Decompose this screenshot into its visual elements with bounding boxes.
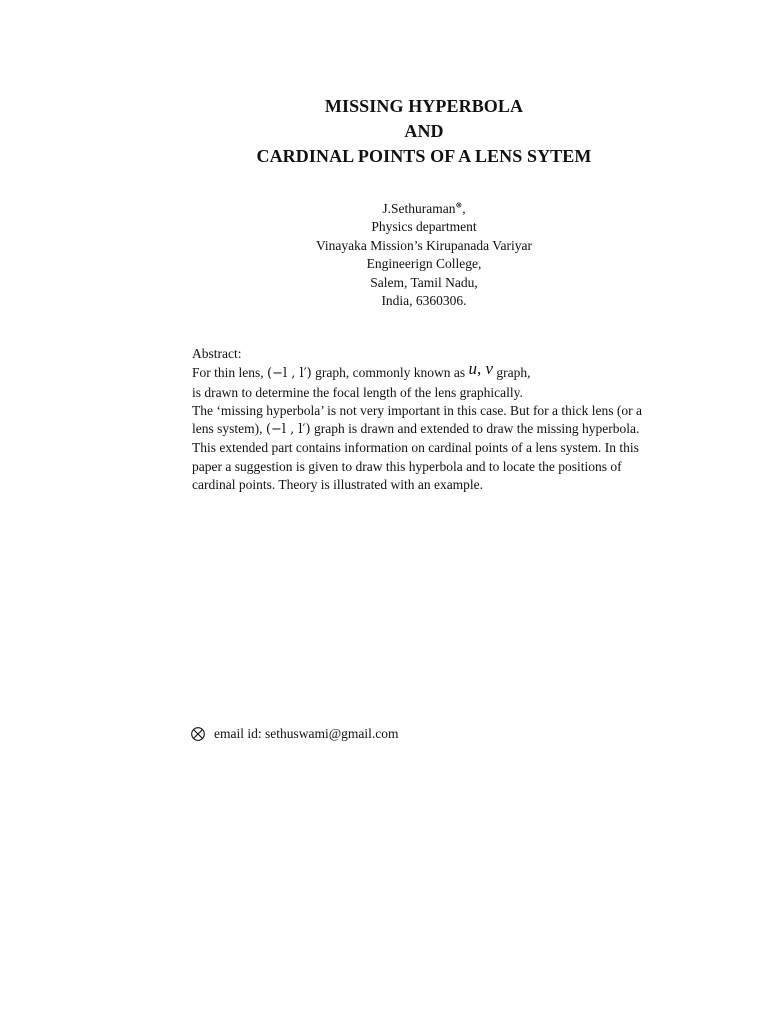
abstract-p1-text-b: graph, commonly known as xyxy=(311,365,469,381)
author-name-suffix: , xyxy=(462,201,466,216)
affiliation-line-5: India, 6360306. xyxy=(381,293,467,309)
abstract-p1-text-c: graph, xyxy=(493,365,531,381)
abstract-p1-text-a: For thin lens, xyxy=(192,365,268,381)
author-name xyxy=(0,200,768,218)
abstract-p1-text-d: is drawn to determine the focal length of the lens graphically. xyxy=(192,384,523,400)
author-name-text: J.Sethuraman xyxy=(382,201,456,216)
footnote-marker-icon: ⊗ xyxy=(455,200,463,210)
math-l-lprime-2: (−l , l′) xyxy=(265,422,311,438)
paper-title xyxy=(0,94,768,169)
circled-times-icon xyxy=(190,726,206,742)
footnote xyxy=(190,725,399,743)
footnote-email: email id: sethuswami@gmail.com xyxy=(214,726,399,741)
affiliation-line-3: Engineerign College, xyxy=(366,256,482,272)
title-line-3: CARDINAL POINTS OF A LENS SYTEM xyxy=(256,146,592,166)
author-block xyxy=(0,200,768,310)
title-line-1: MISSING HYPERBOLA xyxy=(324,96,524,116)
math-uv: u, v xyxy=(468,359,493,379)
affiliation-line-4: Salem, Tamil Nadu, xyxy=(370,274,478,290)
abstract xyxy=(192,345,662,494)
abstract-p2-text-a: The ‘missing hyperbola’ is not very important in this case. But for a thick lens (or a lens system), xyxy=(192,402,643,437)
abstract-paragraph-1 xyxy=(192,359,662,402)
affiliation-line-2: Vinayaka Mission’s Kirupanada Variyar xyxy=(315,237,532,253)
abstract-paragraph-2 xyxy=(192,402,662,494)
abstract-heading: Abstract: xyxy=(192,346,242,361)
abstract-p2-text-b: graph is drawn and extended to draw the missing hyperbola. This extended part contains information on cardinal points of a lens system. In this paper a suggestion is given to draw this hyperbola and to locate the positions of cardinal points. Theory is illustrated with an example. xyxy=(192,421,640,493)
title-line-2: AND xyxy=(404,121,444,141)
math-l-lprime: (−l , l′) xyxy=(267,366,312,382)
affiliation-line-1: Physics department xyxy=(371,219,477,235)
